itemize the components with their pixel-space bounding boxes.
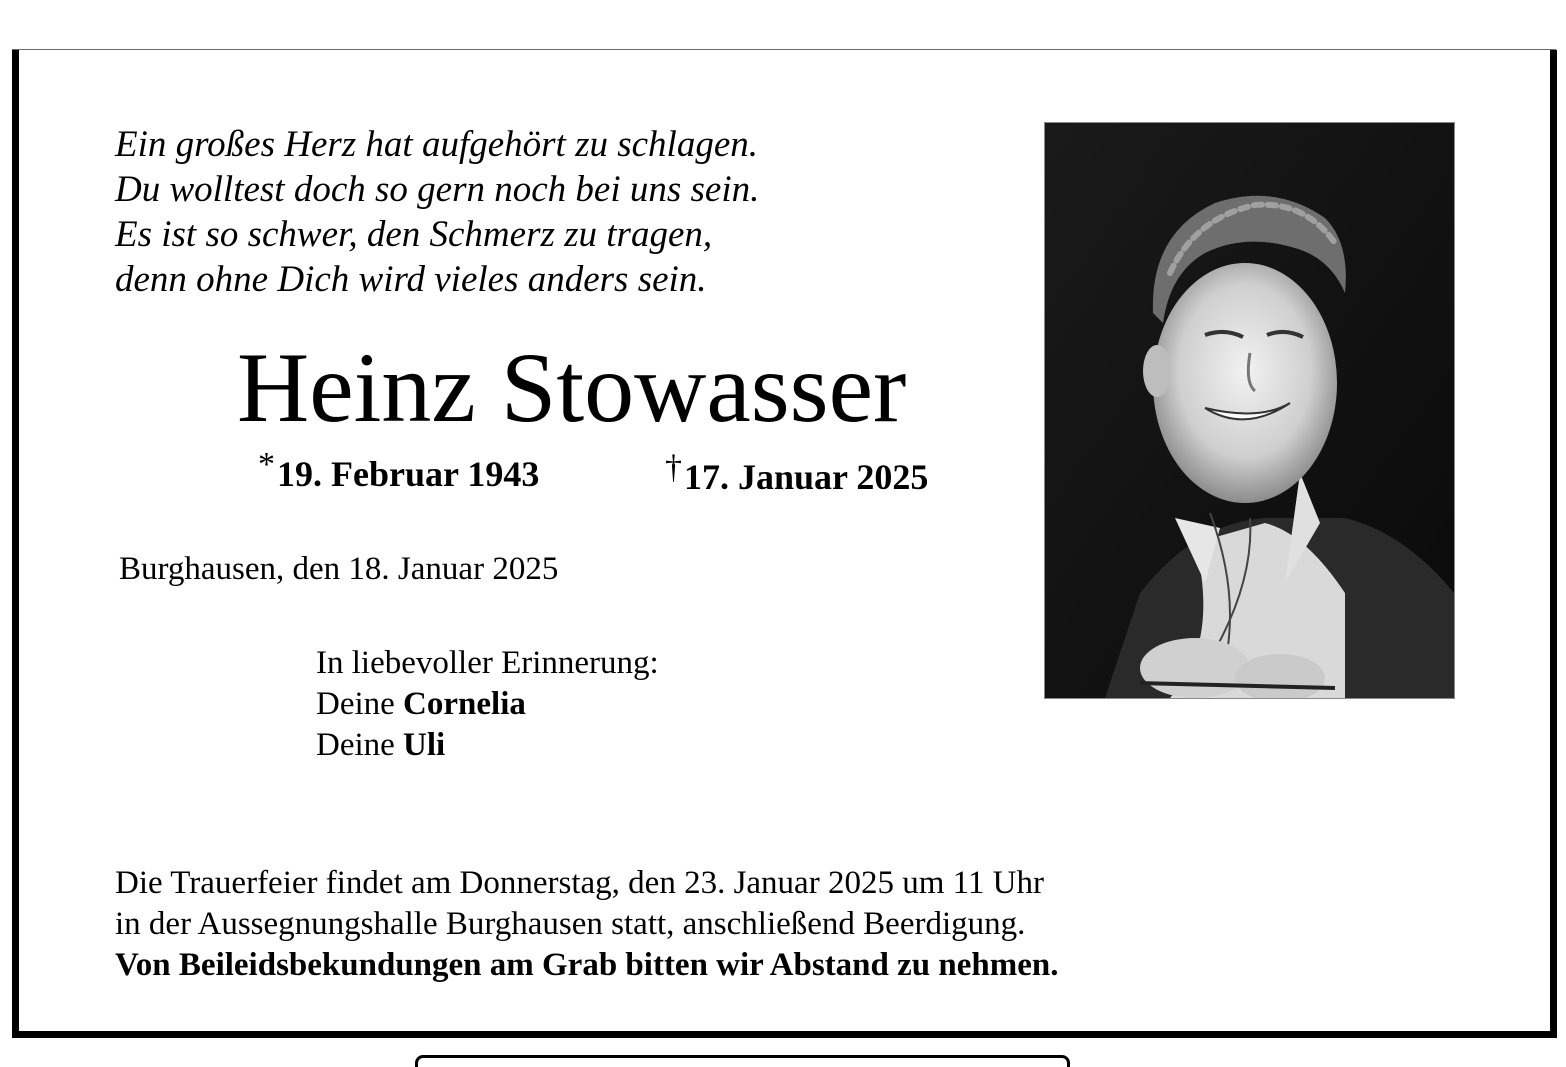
funeral-notice [115,863,1058,986]
death-info [665,449,929,501]
mourner-prefix: Deine [316,686,395,722]
mourner-line [316,725,659,766]
poem [115,122,759,302]
poem-line: Du wolltest doch so gern noch bei uns sein. [115,169,760,210]
mourner-name: Uli [403,727,446,763]
death-date: 17. Januar 2025 [684,457,929,497]
funeral-request: Von Beileidsbekundungen am Grab bitten wir Abstand zu nehmen. [115,947,1059,983]
memory-intro: In liebevoller Erinnerung: [316,645,659,681]
birth-star-symbol: * [258,446,275,483]
portrait-illustration [1045,123,1454,698]
death-cross-symbol: † [665,449,682,486]
portrait-photo [1044,122,1455,699]
funeral-line: Die Trauerfeier findet am Donnerstag, den 23. Januar 2025 um 11 Uhr [115,865,1044,901]
funeral-line: in der Aussegnungshalle Burghausen statt, anschließend Beerdigung. [115,906,1026,942]
birth-date: 19. Februar 1943 [277,454,540,494]
mourner-name: Cornelia [403,686,526,722]
mourner-line [316,684,659,725]
memory-block [316,643,659,766]
bottom-tab [415,1055,1070,1067]
mourner-prefix: Deine [316,727,395,763]
poem-line: Es ist so schwer, den Schmerz zu tragen, [115,214,713,255]
poem-line: Ein großes Herz hat aufgehört zu schlagen. [115,124,759,165]
place-date: Burghausen, den 18. Januar 2025 [119,551,559,587]
deceased-name: Heinz Stowasser [237,332,907,443]
poem-line: denn ohne Dich wird vieles anders sein. [115,259,707,300]
birth-info [258,446,540,498]
